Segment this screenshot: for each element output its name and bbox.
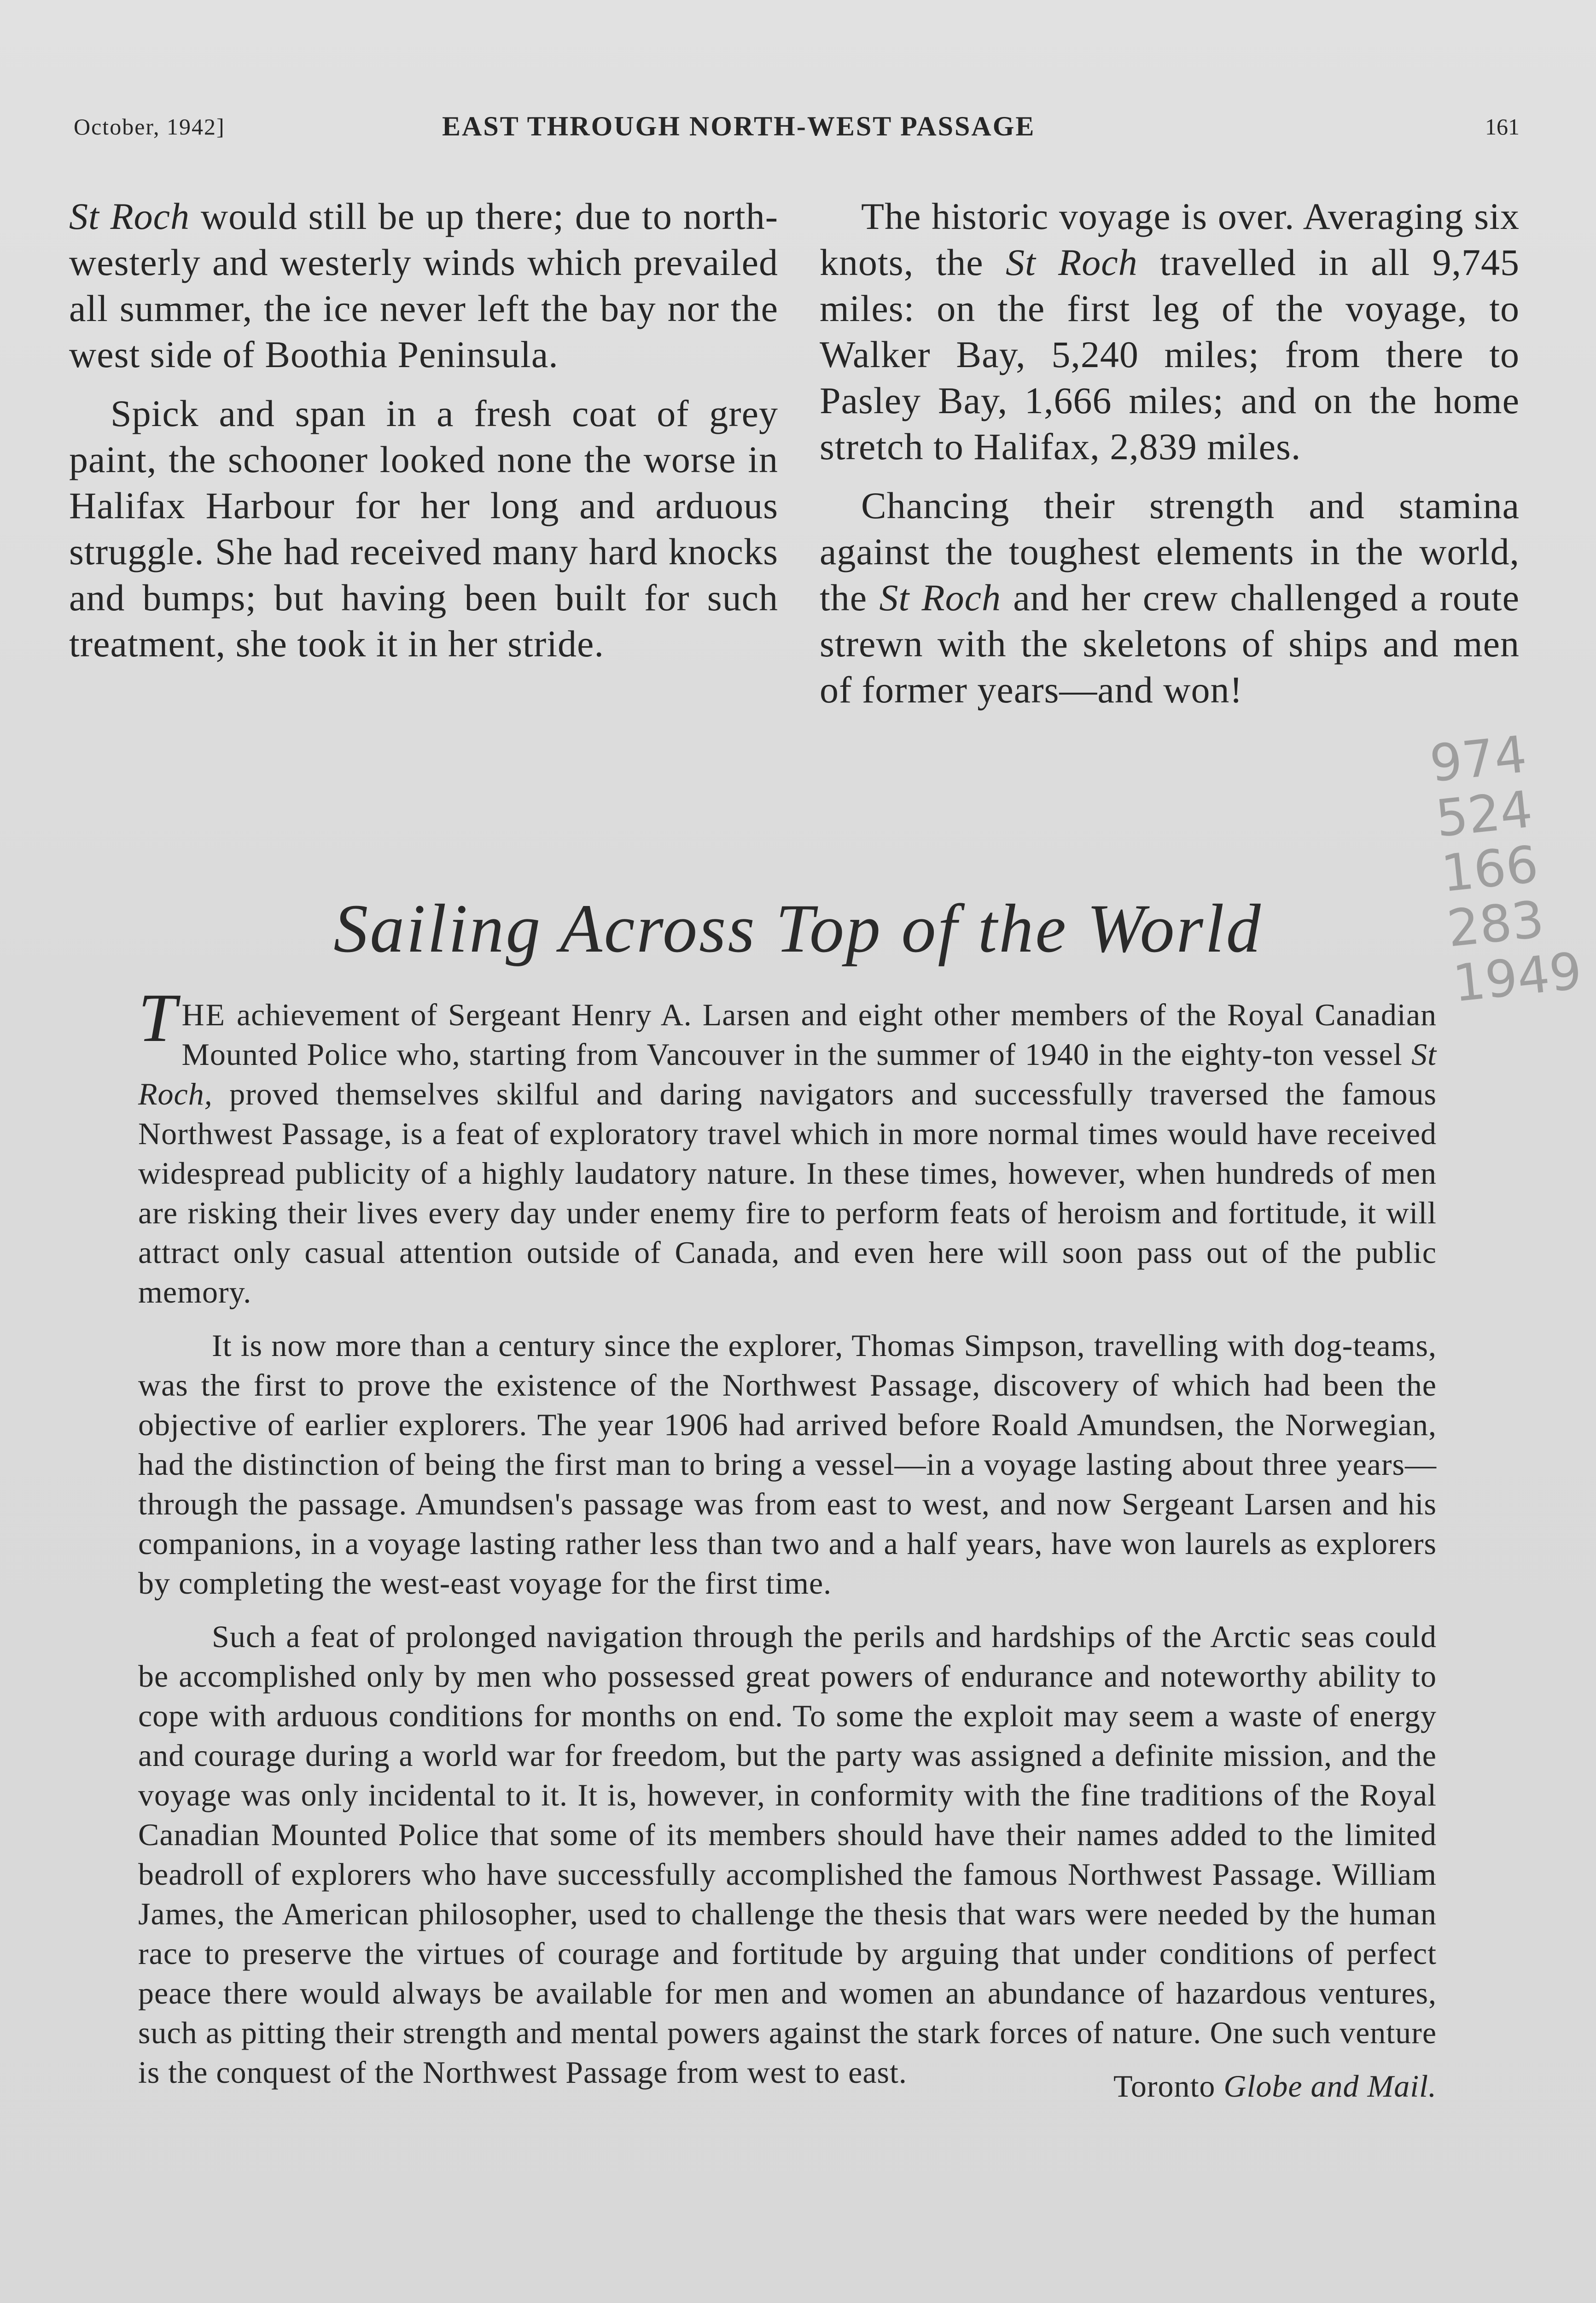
article-paragraph-3: Such a feat of prolonged navigation through the perils and hardships of the Arctic seas could be accomplished only by men who possessed great powers of endurance and noteworthy ability to cope with arduous conditions for months on end. To some the exploit may seem a waste of energy and courage during a world war for freedom, but the party was assigned a definite mission, and the voyage was only incidental to it. It is, however, in conformity with the fine traditions of the Royal Canadian Mounted Police that some of its members should have their names added to the limited beadroll of explorers who have successfully accomplished the famous Northwest Passage. William James, the American philosopher, used to challenge the thesis that wars were needed by the human race to preserve the virtues of courage and fortitude by arguing that under conditions of perfect peace there would always be available for men and women an abundance of hazardous ventures, such as pitting their strength and mental powers against the stark forces of nature. One such venture is the conquest of the Northwest Passage from west to east. xyxy=(138,1619,1437,2090)
lead-in: HE xyxy=(181,997,227,1032)
right-paragraph-1-b: travelled in all 9,745 miles: on the first leg of the voyage, to Walker Bay, 5,240 miles; from there to Pasley Bay, 1,666 miles; and on the home stretch to Halifax, 2,839 miles. xyxy=(820,241,1520,468)
right-paragraph-1-a: The historic voyage is over. Averaging six knots, the xyxy=(820,195,1520,283)
article-paragraph-1-a: achievement of Sergeant Henry A. Larsen and eight other members of the Royal Canadian Mounted Police who, starting from Vancouver in the summer of 1940 in the eighty-ton vessel xyxy=(181,997,1437,1072)
ship-name: St Roch xyxy=(1006,241,1138,283)
running-head xyxy=(74,111,1524,147)
article-paragraph-1-b: proved themselves skilful and daring navigators and successfully traversed the famous Northwest Passage, is a feat of exploratory travel which in more normal times would have received widespread publicity of a highly laudatory nature. In these times, however, when hundreds of men are risking their lives every day under enemy fire to perform feats of heroism and fortitude, it will attract only casual attention outside of Canada, and even here will soon pass out of the public memory. xyxy=(138,1076,1437,1309)
margin-note-line: 283 xyxy=(1444,889,1547,959)
margin-note-line: 974 xyxy=(1427,725,1530,794)
article-body xyxy=(138,980,1437,2106)
right-column xyxy=(820,193,1520,726)
left-paragraph-1 xyxy=(69,193,778,378)
article-title: Sailing Across Top of the World xyxy=(333,890,1263,967)
right-paragraph-2-b: and her crew challenged a route strewn with the skeletons of ships and men of former years—and won! xyxy=(820,577,1520,711)
article-paragraph-2: It is now more than a century since the explorer, Thomas Simpson, travelling with dog-teams, was the first to prove the existence of the Northwest Passage, discovery of which had been the objective of earlier explorers. The year 1906 had arrived before Roald Amundsen, the Norwegian, had the distinction of being the first man to bring a vessel—in a voyage lasting about three years—through the passage. Amundsen's passage was from east to west, and now Sergeant Larsen and his companions, in a voyage lasting rather less than two and a half years, have won laurels as explorers by completing the west-east voyage for the first time. xyxy=(138,1328,1437,1601)
right-paragraph-2 xyxy=(820,483,1520,713)
right-paragraph-2-a: Chancing their strength and stamina against the toughest elements in the world, the xyxy=(820,485,1520,619)
left-paragraph-2: Spick and span in a fresh coat of grey paint, the schooner looked none the worse in Halifax Harbour for her long and arduous struggle. She had received many hard knocks and bumps; but having been built for such treatment, she took it in her stride. xyxy=(69,392,778,665)
drop-cap: T xyxy=(138,980,177,1056)
ship-name: St Roch xyxy=(69,195,190,237)
header-title: EAST THROUGH NORTH-WEST PASSAGE xyxy=(442,111,1036,141)
right-paragraph-1 xyxy=(820,193,1520,470)
header-date: October, 1942] xyxy=(74,114,225,140)
ship-name: St Roch xyxy=(879,577,1001,619)
margin-note-line: 524 xyxy=(1433,779,1535,848)
source-publication: Globe and Mail. xyxy=(1223,2069,1437,2104)
source-prefix: Toronto xyxy=(1113,2069,1224,2104)
page-number: 161 xyxy=(1485,114,1520,140)
margin-note-line: 166 xyxy=(1439,834,1541,904)
article-paragraph-1 xyxy=(138,980,1437,1312)
left-column xyxy=(69,193,778,680)
ship-name: St Roch, xyxy=(138,1037,1437,1111)
margin-note-line: 1949 xyxy=(1450,941,1585,1013)
left-paragraph-1-text: would still be up there; due to north-westerly and westerly winds which prevailed all summer, the ice never left the bay nor the west side of Boothia Peninsula. xyxy=(69,195,778,375)
